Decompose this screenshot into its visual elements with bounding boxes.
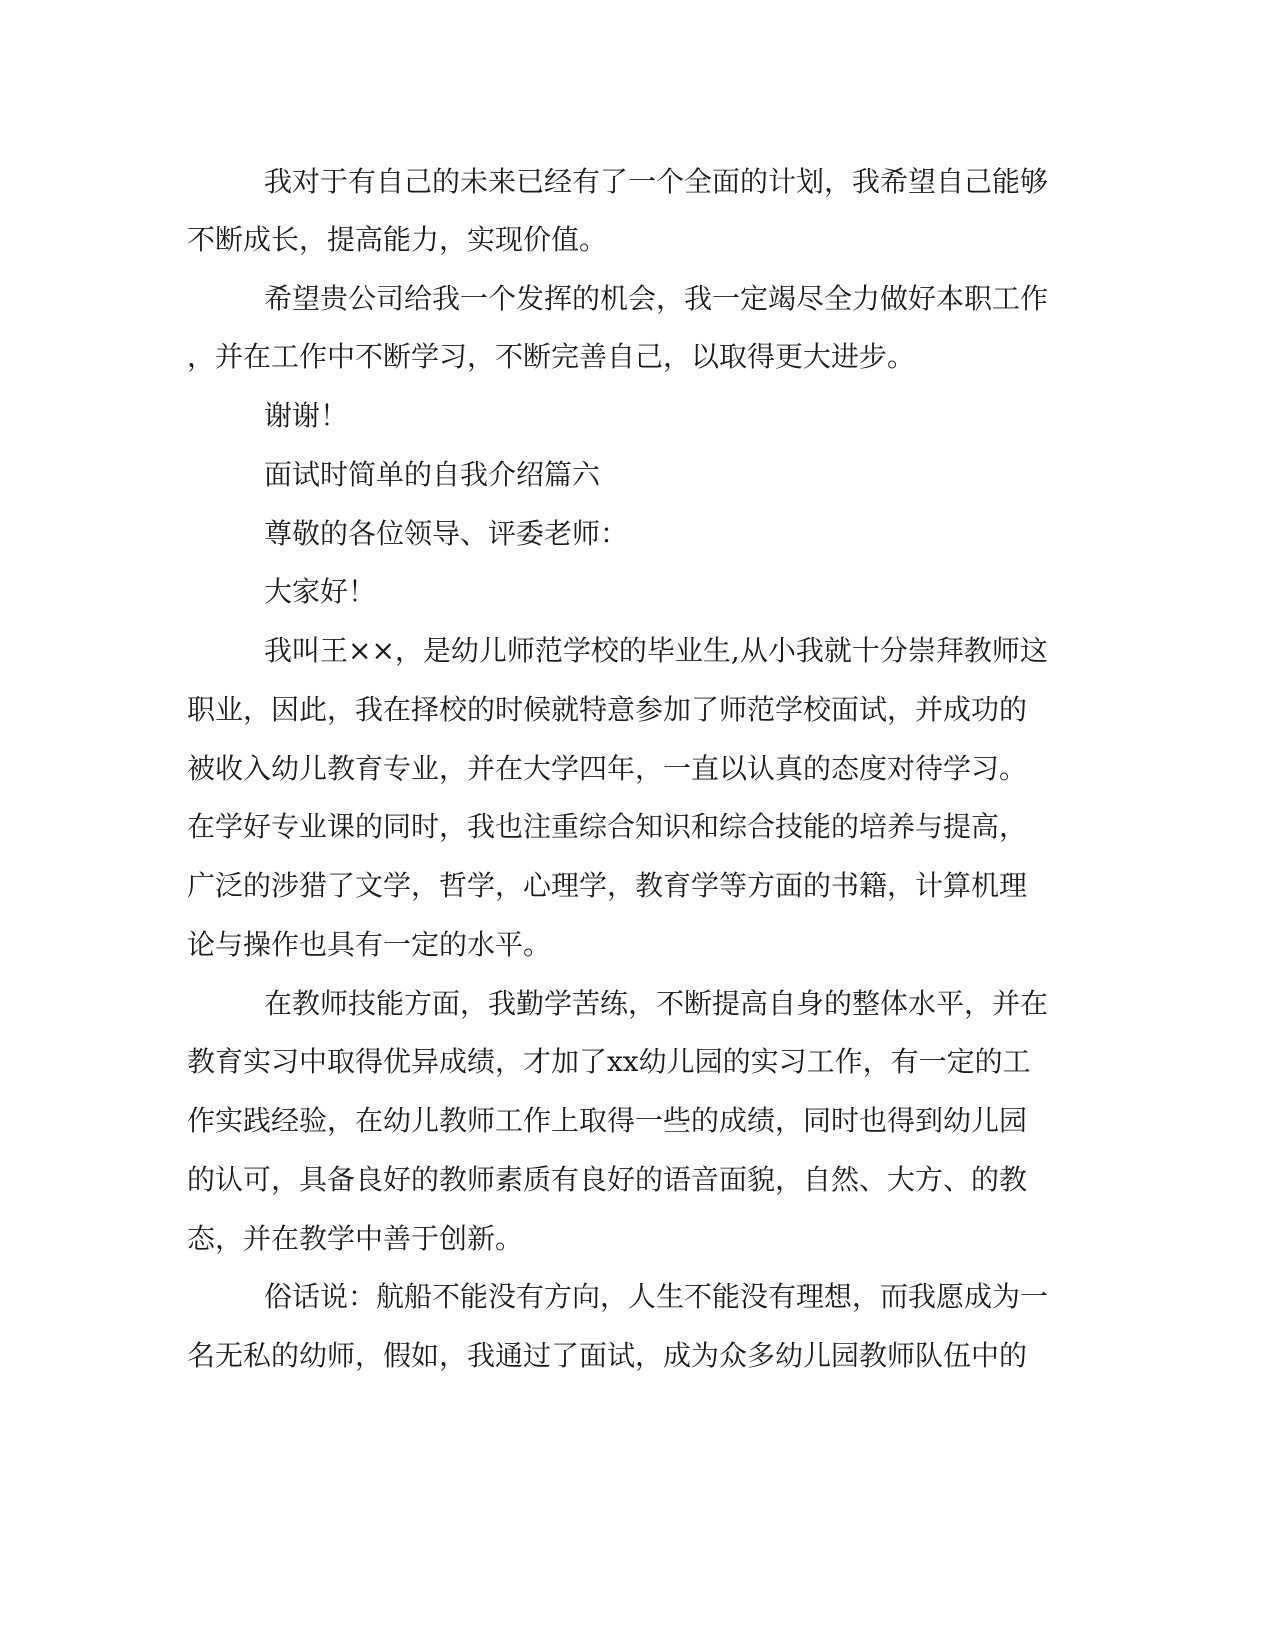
text-line: 作实践经验，在幼儿教师工作上取得一些的成绩，同时也得到幼儿园	[187, 1104, 1028, 1137]
text-line: 在学好专业课的同时，我也注重综合知识和综合技能的培养与提高，	[187, 810, 1028, 843]
text-line: 在教师技能方面，我勤学苦练，不断提高自身的整体水平，并在	[264, 987, 1049, 1020]
text-line: 教育实习中取得优异成绩，才加了xx幼儿园的实习工作，有一定的工	[187, 1045, 1031, 1078]
text-line: 被收入幼儿教育专业，并在大学四年，一直以认真的态度对待学习。	[187, 752, 1028, 785]
text-line: 俗话说：航船不能没有方向，人生不能没有理想，而我愿成为一	[264, 1280, 1049, 1313]
text-line: 广泛的涉猎了文学，哲学，心理学，教育学等方面的书籍，计算机理	[187, 869, 1028, 902]
text-line: 不断成长，提高能力，实现价值。	[187, 223, 608, 256]
text-line: 名无私的幼师，假如，我通过了面试，成为众多幼儿园教师队伍中的	[187, 1339, 1028, 1372]
text-line: 职业，因此，我在择校的时候就特意参加了师范学校面试，并成功的	[187, 693, 1028, 726]
text-line: 大家好！	[264, 575, 377, 608]
text-line: 我对于有自己的未来已经有了一个全面的计划，我希望自己能够	[264, 165, 1049, 198]
text-line: 论与操作也具有一定的水平。	[187, 928, 552, 961]
text-line: 希望贵公司给我一个发挥的机会，我一定竭尽全力做好本职工作	[264, 282, 1049, 315]
text-line: 尊敬的各位领导、评委老师：	[264, 517, 629, 550]
text-line: 态，并在教学中善于创新。	[187, 1222, 524, 1255]
text-line: 我叫王××，是幼儿师范学校的毕业生,从小我就十分崇拜教师这	[264, 634, 1048, 667]
section-heading: 面试时简单的自我介绍篇六	[264, 458, 601, 491]
text-line: ，并在工作中不断学习，不断完善自己，以取得更大进步。	[187, 340, 916, 373]
text-line: 谢谢！	[264, 399, 349, 432]
text-line: 的认可，具备良好的教师素质有良好的语音面貌，自然、大方、的教	[187, 1163, 1028, 1196]
